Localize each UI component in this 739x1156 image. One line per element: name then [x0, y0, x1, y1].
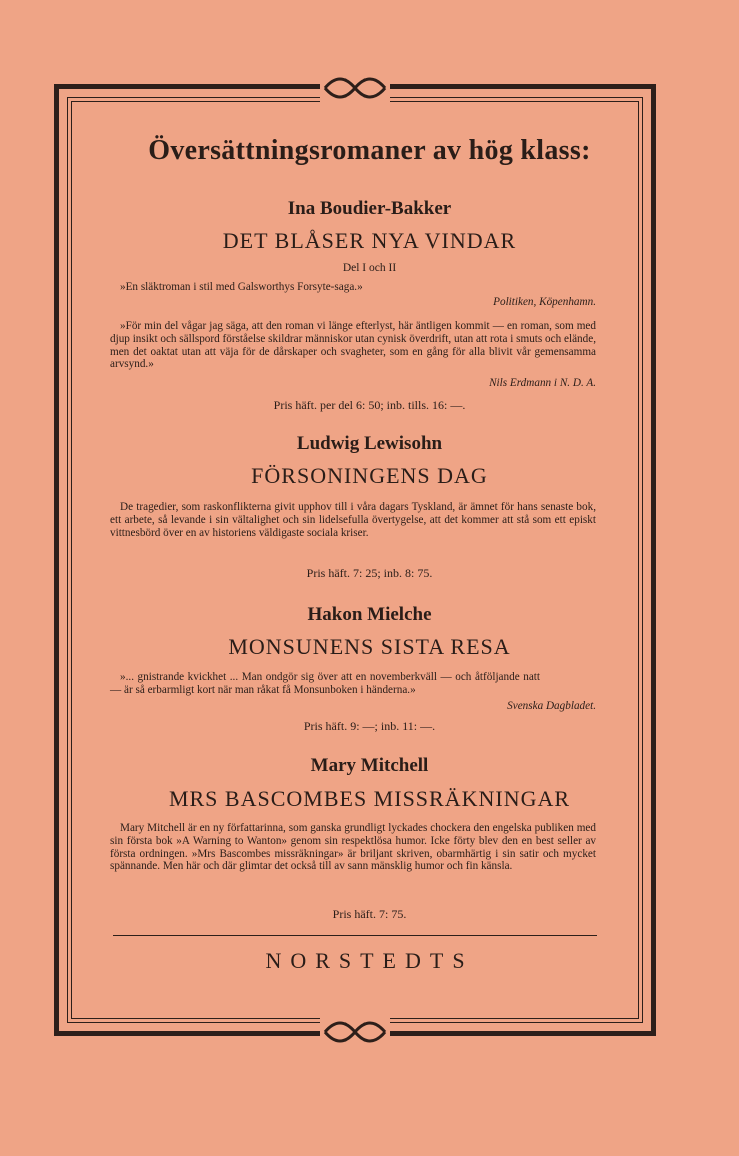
book-3-quote: »... gnistrande kvickhet ... Man ondgör sig över att en novemberkväll — och åtföljande natt — är så erbarmligt kort när man råkat få Monsunboken i händerna.» — [110, 671, 540, 696]
book-3-author: Hakon Mielche — [307, 604, 432, 625]
bottom-ornament-icon — [320, 1015, 390, 1049]
book-2-title: FÖRSONINGENS DAG — [251, 463, 488, 488]
book-1-author: Ina Boudier-Bakker — [287, 198, 452, 219]
book-1-title: DET BLÅSER NYA VINDAR — [222, 228, 517, 253]
top-ornament-icon — [320, 71, 390, 105]
book-1-source-2: Nils Erdmann i N. D. A. — [489, 377, 596, 389]
book-1-price: Pris häft. per del 6: 50; inb. tills. 16: —. — [273, 398, 466, 412]
book-3-title: MONSUNENS SISTA RESA — [228, 634, 511, 659]
book-3-price: Pris häft. 9: —; inb. 11: —. — [303, 719, 436, 733]
decorative-border — [54, 84, 656, 1036]
book-2-author: Ludwig Lewisohn — [296, 433, 443, 454]
book-1-source-1: Politiken, Köpenhamn. — [493, 296, 596, 308]
publisher-name: NORSTEDTS — [265, 948, 474, 973]
book-2-price: Pris häft. 7: 25; inb. 8: 75. — [306, 566, 433, 580]
book-2-description: De tragedier, som raskonflikterna givit upphov till i våra dagars Tyskland, är ämnet för hans senaste bok, ett arbete, så levande i sin vältalighet och sin lidelsefulla övertygelse, att det kommer att stå som ett episkt vittnesbörd över en av historiens väldigaste sociala kriser. — [110, 501, 596, 539]
book-3-source: Svenska Dagbladet. — [507, 700, 596, 712]
book-4-price: Pris häft. 7: 75. — [332, 907, 407, 921]
book-1-quote-1: »En släktroman i stil med Galsworthys Forsyte-saga.» — [120, 281, 363, 293]
page-headline: Översättningsromaner av hög klass: — [148, 135, 591, 166]
divider-line — [113, 935, 597, 936]
book-1-subtitle: Del I och II — [342, 262, 397, 274]
book-4-title: MRS BASCOMBES MISSRÄKNINGAR — [168, 786, 571, 811]
book-1-quote-2: »För min del vågar jag säga, att den roman vi länge efterlyst, här äntligen kommit — en roman, som med djup insikt och sällspord förståelse skildrar människor utan cynisk överdrift, utan att rota i smuts och elände, men det oaktat utan att väja för de dårskaper och svagheter, som en gång för alla blivit vår gemensamma arvsynd.» — [110, 320, 596, 371]
book-4-author: Mary Mitchell — [310, 755, 429, 776]
book-4-description: Mary Mitchell är en ny författarinna, som ganska grundligt lyckades chockera den engelska publiken med sin första bok »A Warning to Wanton» genom sin respektlösa humor. Icke förty blev den en best seller av första ordningen. »Mrs Bascombes missräkningar» är briljant skriven, obarmhärtig i sin satir och mycket spännande. Men här och där glimtar det också till av sann mänsklig humor och fin känsla. — [110, 822, 596, 873]
